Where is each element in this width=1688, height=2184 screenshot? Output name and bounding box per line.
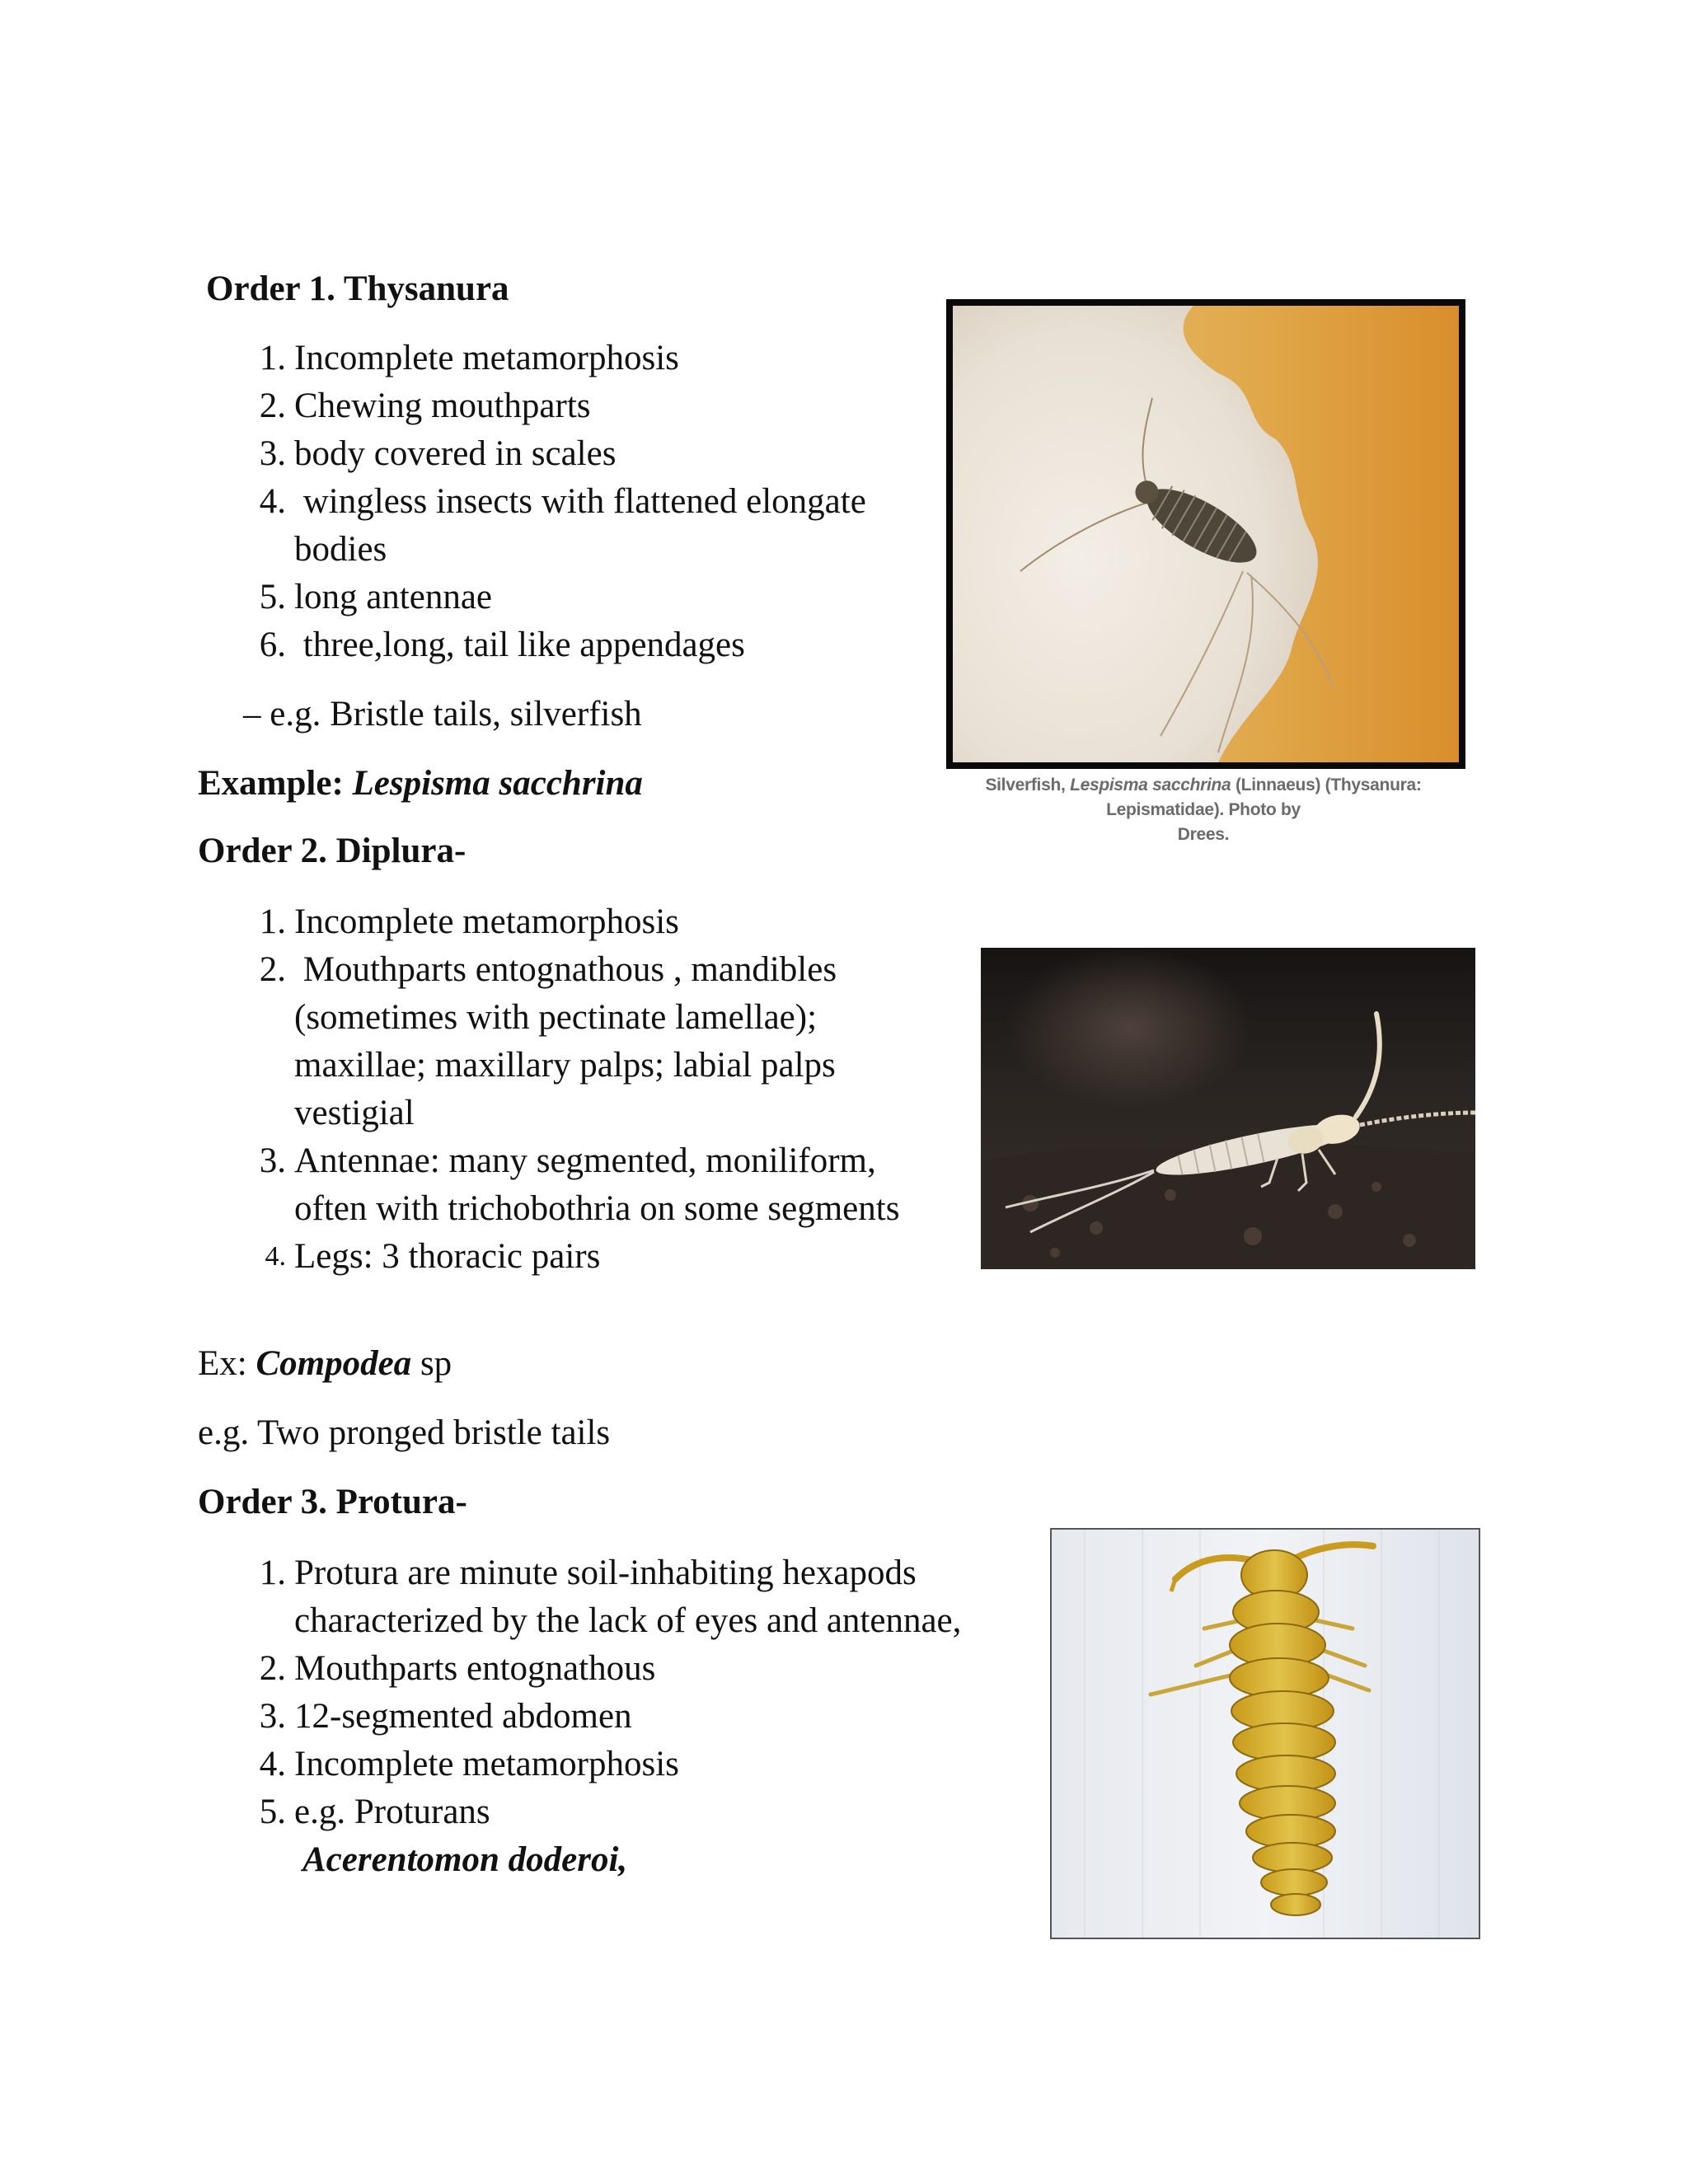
- list-item: 3. body covered in scales: [259, 434, 617, 473]
- order-1-eg: – e.g. Bristle tails, silverfish: [243, 695, 642, 733]
- list-item: 1. Protura are minute soil-inhabiting hexapods characterized by the lack of eyes and antennae,: [259, 1554, 962, 1640]
- order-3-heading: Order 3. Protura-: [198, 1483, 467, 1521]
- order-3-list: [259, 1549, 1020, 1884]
- order-2-heading: Order 2. Diplura-: [198, 832, 467, 870]
- species-name: Lespisma sacchrina: [352, 764, 643, 803]
- list-item: 1. Incomplete metamorphosis: [259, 902, 679, 941]
- order-2-example: Ex: Compodea sp: [198, 1344, 452, 1383]
- list-item: 4. Legs: 3 thoracic pairs: [265, 1237, 601, 1276]
- list-item: 2. Mouthparts entognathous: [259, 1649, 656, 1688]
- list-item: 3. 12-segmented abdomen: [259, 1697, 632, 1736]
- order-1-example: Example: Lespisma sacchrina: [198, 764, 643, 803]
- order-1-list: [259, 335, 954, 669]
- list-item: 5. long antennae: [259, 578, 492, 616]
- diplura-photo: [981, 948, 1475, 1269]
- list-item: 2. Chewing mouthparts: [259, 387, 591, 425]
- protura-photo: [1050, 1528, 1480, 1939]
- list-item: 3. Antennae: many segmented, moniliform, often with trichobothria on some segments: [259, 1141, 900, 1228]
- list-item: 4. wingless insects with flattened elongate bodies: [259, 482, 866, 569]
- species-name: Acerentomon doderoi,: [302, 1840, 628, 1879]
- list-item: 1. Incomplete metamorphosis: [259, 339, 679, 377]
- list-item: 5. e.g. Proturans Acerentomon doderoi,: [294, 1788, 1020, 1884]
- genus-name: Compodea: [256, 1344, 412, 1383]
- order-2-eg: e.g. Two pronged bristle tails: [198, 1413, 611, 1452]
- list-item: 6. three,long, tail like appendages: [259, 626, 745, 664]
- list-item: 4. Incomplete metamorphosis: [259, 1745, 679, 1783]
- order-1-heading: Order 1. Thysanura: [206, 269, 509, 308]
- silverfish-photo: [946, 299, 1465, 769]
- list-item: 2. Mouthparts entognathous , mandibles (sometimes with pectinate lamellae); maxillae; maxillary palps; labial palps vestigial: [259, 950, 837, 1132]
- silverfish-caption: Silverfish, Lespisma sacchrina (Linnaeus) (Thysanura: Lepismatidae). Photo by Drees.: [985, 776, 1422, 844]
- order-2-list: [259, 898, 970, 1281]
